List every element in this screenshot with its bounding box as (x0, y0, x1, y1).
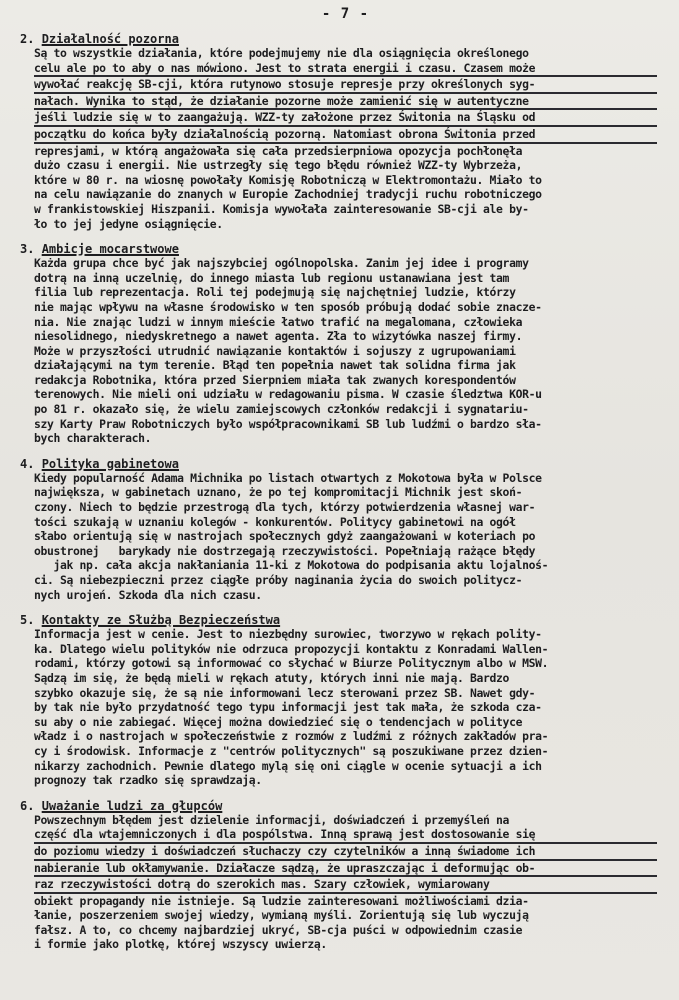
text-line: obiekt propagandy nie istnieje. Są ludzie zainteresowani możliwościami dzia- (34, 893, 529, 908)
text-line: filia lub reprezentacja. Roli tej podejmują się najchętniej ludzie, którzy (34, 285, 516, 300)
text-line: nie mając wpływu na własne środowisko w ten sposób próbują dodać sobie znacze- (34, 299, 542, 314)
text-line: rodami, którzy gotowi są informować co słychać w Biurze Politycznym albo w MSW. (34, 656, 549, 671)
text-line: ło to jej jedyne osiągnięcie. (34, 216, 223, 231)
section-number: 2. (20, 32, 35, 46)
text-line: po 81 r. okazało się, że wielu zamiejscowych członków redakcji i sygnatariu- (34, 402, 529, 417)
text-line: ci. Są niebezpieczni przez ciągłe próby naginania życia do swoich politycz- (34, 573, 523, 587)
text-line: Może w przyszłości utrudnić nawiązanie kontaktów i sojuszy z ugrupowaniami (34, 343, 516, 358)
text-line: wywołać reakcję SB-cji, która rutynowo stosuje represje przy określonych syg- (34, 77, 657, 94)
section-heading (20, 799, 657, 813)
section-heading (20, 457, 657, 471)
page-number: - 7 - (321, 6, 370, 22)
text-line: czony. Niech to będzie przestrogą dla tych, którzy potwierdzenia własnej war- (34, 500, 536, 515)
text-line: fałsz. A to, co chcemy najbardziej ukryć, SB-cja puści w odpowiednim czasie (34, 922, 523, 937)
text-line: dużo czasu i energii. Nie ustrzegły się tego błędu również WZZ-ty Wybrzeża, (34, 158, 523, 173)
text-line: szybko okazuje się, że są nie informowani lecz sterowani przez SB. Nawet gdy- (34, 685, 536, 700)
text-line: ka. Dlatego wielu polityków nie odrzuca propozycji kontaktu z Konradami Wallen- (34, 641, 549, 656)
section-title: Uważanie ludzi za głupców (41, 798, 223, 813)
text-line: jak np. cała akcja nakłaniania 11-ki z Mokotowa do podpisania aktu lojalnoś- (34, 558, 549, 573)
section-number: 6. (20, 798, 35, 813)
text-line: celu ale po to aby o nas mówiono. Jest to strata energii i czasu. Czasem może (34, 61, 657, 78)
section-body (34, 813, 657, 952)
text-line: słabo orientują się w nastrojach społecznych gdyż zaangażowani w koteriach po (34, 529, 536, 544)
text-line: nych urojeń. Szkoda dla nich czasu. (34, 587, 262, 602)
section-number: 3. (20, 242, 35, 257)
section-body (34, 627, 657, 788)
section-title: Kontakty ze Służbą Bezpieczeństwa (41, 613, 281, 628)
text-line: cy i środowisk. Informacje z "centrów politycznych" są poszukiwane przez dzien- (34, 743, 549, 758)
text-line: na celu nawiązanie do znanych w Europie Zachodniej tradycji ruchu robotniczego (34, 187, 542, 202)
section-5 (20, 613, 657, 788)
text-line: Są to wszystkie działania, które podejmujemy nie dla osiągnięcia określonego (34, 46, 529, 60)
text-line: Sądzą im się, że będą mieli w rękach atuty, których inni nie mają. Bardzo (34, 670, 510, 685)
section-title: Działalność pozorna (41, 32, 179, 46)
text-line: które w 80 r. na wiosnę powołały Komisję Robotniczą w Elektromontażu. Miało to (34, 172, 542, 187)
text-line: terenowych. Nie mieli oni udziału w redagowaniu pisma. W czasie śledztwa KOR-u (34, 387, 542, 402)
section-number: 4. (20, 456, 35, 471)
text-line: początku do końca były działalnością pozorną. Natomiast obrona Świtonia przed (34, 127, 657, 144)
text-line: nałach. Wynika to stąd, że działanie pozorne może zamienić się w autentyczne (34, 94, 657, 111)
text-line: redakcja Robotnika, która przed Sierpniem miała tak zwanych korespondentów (34, 372, 516, 387)
text-line: dotrą na inną uczelnię, do innego miasta lub regionu ustanawiana jest tam (34, 270, 510, 285)
section-heading (20, 32, 657, 46)
text-line: tości szukają w uznaniu kolegów - konkurentów. Politycy gabinetowi na ogół (34, 514, 516, 529)
section-body (34, 471, 657, 602)
text-line: su aby o nie zabiegać. Więcej można dowiedzieć się o tendencjach w polityce (34, 714, 523, 729)
section-heading (20, 613, 657, 627)
text-line: prognozy tak rzadko się sprawdzają. (34, 773, 262, 788)
text-line: represjami, w którą angażowała się cała przedsierpniowa opozycja pochłonęła (34, 143, 523, 158)
text-line: nabieranie lub okłamywanie. Działacze sądzą, że upraszczając i deformując ob- (34, 861, 657, 878)
text-line: władz i o nastrojach w społeczeństwie z rozmów z ludźmi z różnych zakładów pra- (34, 729, 549, 744)
text-line: szy Karty Praw Robotniczych było współpracownikami SB lub ludźmi o bardzo sła- (34, 416, 542, 431)
section-2 (20, 32, 657, 231)
text-line: w frankistowskiej Hiszpanii. Komisja wywołała zainteresowanie SB-cji ale by- (34, 201, 529, 216)
text-line: raz rzeczywistości dotrą do szerokich mas. Szary człowiek, wymiarowany (34, 877, 657, 894)
sections-container (20, 32, 657, 952)
section-heading (20, 242, 657, 256)
section-3 (20, 242, 657, 446)
text-line: i formie jako plotkę, której wszyscy uwierzą. (34, 937, 327, 952)
text-line: Powszechnym błędem jest dzielenie informacji, doświadczeń i przemyśleń na (34, 812, 510, 827)
text-line: niesolidnego, niedyskretnego a nawet agenta. Zła to wizytówka naszej firmy. (34, 329, 523, 344)
text-line: jeśli ludzie się w to zaangażują. WZZ-ty założone przez Świtonia na Śląsku od (34, 110, 657, 127)
text-line: największa, w gabinetach uznano, że po tej kompromitacji Michnik jest skoń- (34, 485, 523, 500)
text-line: Każda grupa chce być jak najszybciej ogólnopolska. Zanim jej idee i programy (34, 256, 529, 271)
section-title: Ambicje mocarstwowe (41, 242, 179, 257)
section-4 (20, 456, 657, 602)
text-line: Kiedy popularność Adama Michnika po listach otwartych z Mokotowa była w Polsce (34, 470, 542, 485)
text-line: działającymi na tym terenie. Błąd ten popełnia nawet tak solidna firma jak (34, 358, 516, 373)
section-title: Polityka gabinetowa (41, 456, 179, 471)
section-6 (20, 798, 657, 952)
section-number: 5. (20, 613, 35, 628)
text-line: nikarzy zachodnich. Pewnie dlatego mylą się oni ciągle w ocenie sytuacji a ich (34, 758, 542, 773)
text-line: bych charakterach. (34, 431, 152, 446)
text-line: część dla wtajemniczonych i dla pospólstwa. Inną sprawą jest dostosowanie się (34, 827, 657, 844)
text-line: do poziomu wiedzy i doświadczeń słuchaczy czy czytelników a inną świadome ich (34, 844, 657, 861)
text-line: łanie, poszerzeniem swojej wiedzy, wymianą myśli. Zorientują się lub wyczują (34, 908, 529, 923)
section-body (34, 46, 657, 231)
text-line: by tak nie było przydatność tego typu informacji jest tak mała, że szkoda cza- (34, 700, 542, 715)
text-line: nia. Nie znając ludzi w innym mieście łatwo trafić na megalomana, człowieka (34, 314, 523, 329)
text-line: obustronej barykady nie dostrzegają rzeczywistości. Popełniają rażące błędy (34, 543, 536, 558)
section-body (34, 256, 657, 446)
text-line: Informacja jest w cenie. Jest to niezbędny surowiec, tworzywo w rękach polity- (34, 627, 542, 642)
